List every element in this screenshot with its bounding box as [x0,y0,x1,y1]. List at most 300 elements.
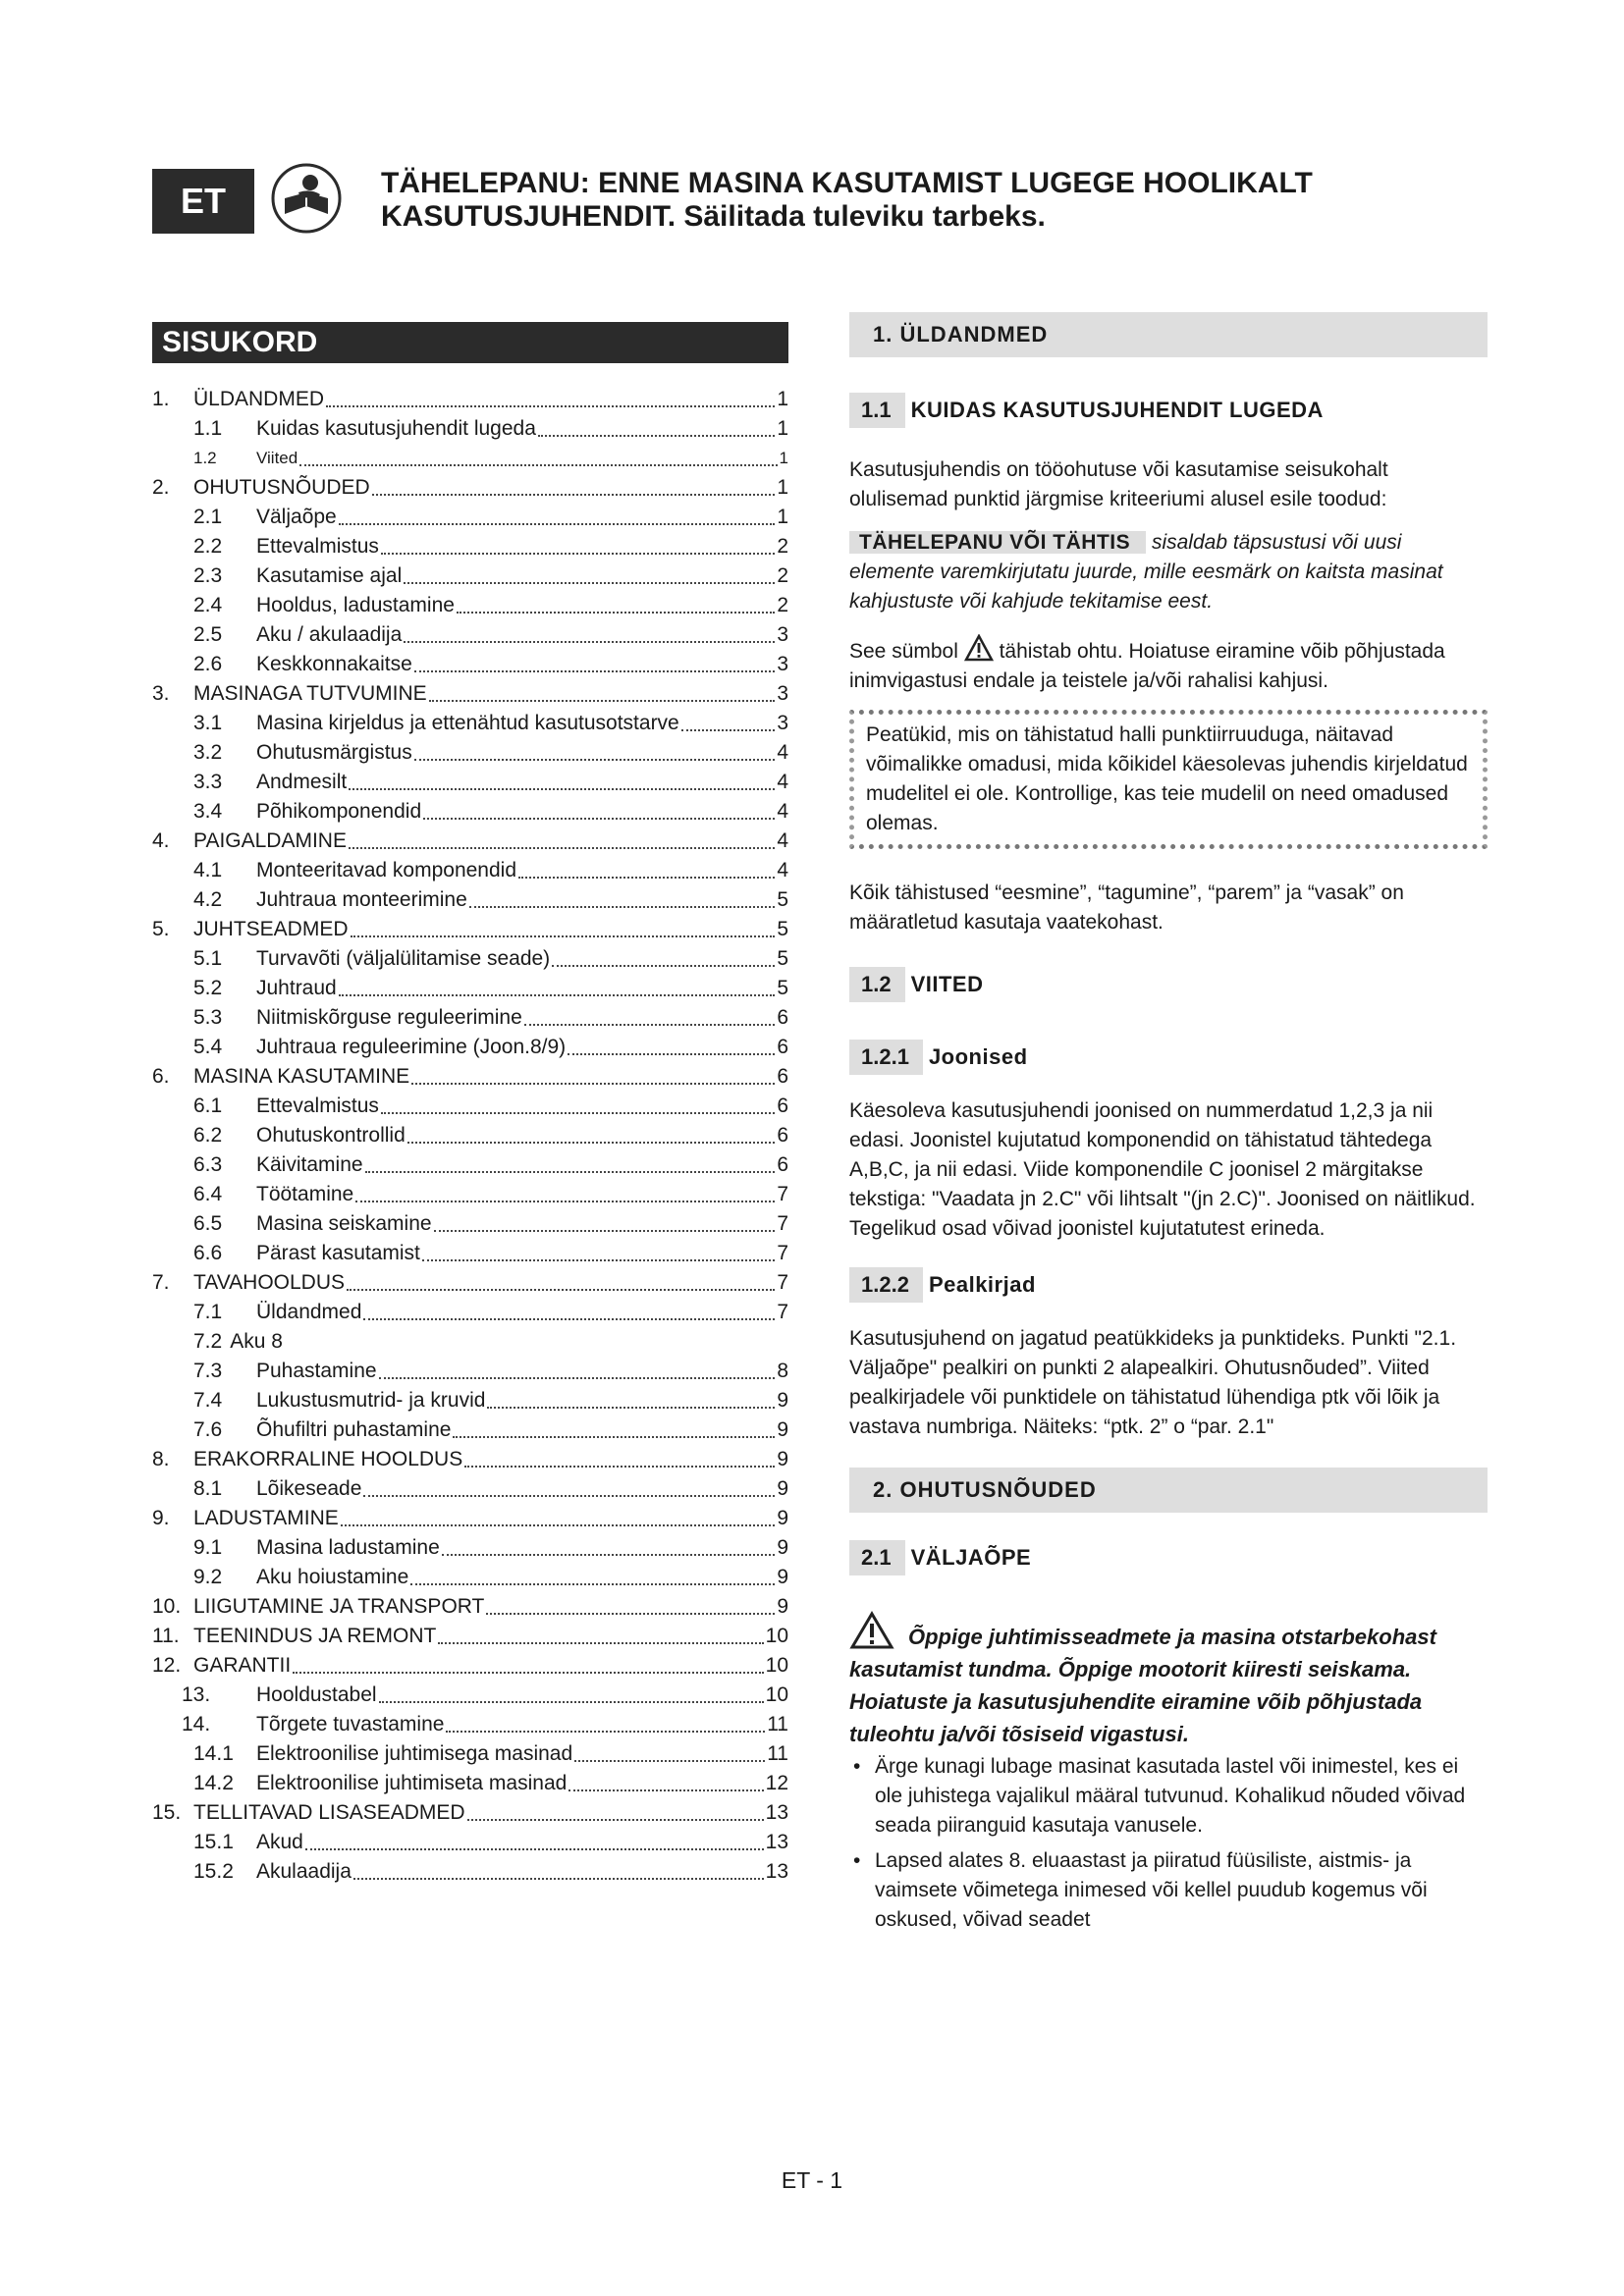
toc-leader-dots [446,1731,765,1733]
toc-leader-dots [404,582,775,584]
toc-item-title: TEENINDUS JA REMONT [193,1625,437,1647]
toc-leader-dots [410,1583,775,1585]
toc-leader-dots [414,670,776,672]
toc-item-title: Juhtraua reguleerimine (Joon.8/9) [256,1036,567,1058]
toc-item-title: TELLITAVAD LISASEADMED [193,1801,465,1824]
toc-item [152,1651,788,1681]
toc-leader-dots [469,906,776,908]
toc-item-title: Kuidas kasutusjuhendit lugeda [256,417,536,440]
toc-leader-dots [681,729,776,731]
content-column [849,312,1488,1935]
toc-item [152,1121,788,1150]
notice-text-1: sisaldab täpsustusi või [1146,531,1359,554]
toc-item-title: Ettevalmistus [256,535,379,558]
toc-item-title: ERAKORRALINE HOOLDUS [193,1448,463,1470]
notice-paragraph [849,528,1488,616]
toc-leader-dots [353,1878,764,1880]
toc-item [152,709,788,738]
toc-item-page: 2 [777,564,788,587]
toc-item-title: Andmesilt [256,771,348,793]
toc-leader-dots [568,1053,775,1055]
toc-item-page: 3 [777,682,788,705]
symbol-text-post: tähistab ohtu. Hoiatuse eiramine võib põhjustada inimvigastusi endale ja teistele ja/või rahalisi kahjusi. [849,640,1445,692]
toc-leader-dots [574,1760,765,1762]
toc-item-title: Keskkonnakaitse [256,653,412,675]
toc-item-page: 12 [765,1772,788,1794]
notice-text-2: uusi elemente varemkirjutatu juurde, mille eesmärk on kaitsta masinat kahjustuste või kahjude tekitamise eest. [849,531,1443,613]
toc-item-number: 12. [152,1654,182,1677]
toc-leader-dots [429,700,776,702]
toc-item-number: 1. [152,388,170,410]
toc-leader-dots [351,935,776,937]
toc-leader-dots [365,1171,776,1173]
toc-item-page: 6 [777,1006,788,1029]
paragraph: Kasutusjuhend on jagatud peatükkideks ja punktideks. Punkti "2.1. Väljaõpe" pealkiri on punkti 2 alapealkiri. Ohutusnõuded”. Viited pealkirjadele või punktidele on tähistatud lühendiga ptk või lõik ja vastava numbriga. Näiteks: “ptk. 2” o “par. 2.1" [849,1327,1457,1438]
toc-item [152,1386,788,1415]
toc-item-title: Elektroonilise juhtimisega masinad [256,1742,573,1765]
toc-item [152,503,788,532]
toc-leader-dots [457,612,775,614]
toc-item [152,532,788,561]
toc-item-page: 2 [777,535,788,558]
toc-item-title: Monteeritavad komponendid [256,859,517,881]
section-title: ÜLDANDMED [899,322,1049,347]
toc-item-page: 1 [779,449,788,467]
toc-item [152,1563,788,1592]
toc-leader-dots [404,641,775,643]
toc-item [152,1857,788,1887]
toc-item-title: Ohutuskontrollid [256,1124,406,1147]
toc-item [152,1474,788,1504]
paragraph: Kasutusjuhendis on tööohutuse või kasutamise seisukohalt olulisemad punktid järgmise kriteeriumi alusel esile toodud: [849,458,1388,510]
toc-leader-dots [422,1259,775,1261]
toc-item [152,444,788,473]
toc-item [152,1003,788,1033]
toc-leader-dots [305,1848,764,1850]
toc-item-title: TAVAHOOLDUS [193,1271,346,1294]
toc-leader-dots [381,553,775,555]
toc-item-page: 10 [765,1625,788,1647]
toc-item-page: 13 [765,1831,788,1853]
toc-leader-dots [347,1289,775,1291]
toc-leader-dots [349,847,775,849]
subsection-number: 1.2.1 [849,1040,923,1075]
toc-item-number: 7. [152,1271,170,1294]
toc-leader-dots [487,1407,775,1409]
toc-item-title: Käivitamine [256,1153,363,1176]
toc-item [152,944,788,974]
toc-item-page: 4 [777,829,788,852]
toc-item-number: 14.1 [193,1742,234,1765]
toc-item-page: 9 [777,1507,788,1529]
toc-item-number: 6.6 [193,1242,223,1264]
toc-item-title: JUHTSEADMED [193,918,349,940]
toc-leader-dots [538,435,775,437]
toc-item-number: 1.2 [193,449,217,467]
toc-item-page: 11 [767,1713,788,1735]
toc-item-number: 6. [152,1065,170,1088]
toc-item-number: 1.1 [193,417,223,440]
toc-item-number: 9. [152,1507,170,1529]
toc-item-page: 7 [777,1271,788,1294]
toc-item-number: 4.2 [193,888,223,911]
toc-item-number: 3. [152,682,170,705]
toc-item-page: 6 [777,1153,788,1176]
toc-item-page: 5 [777,888,788,911]
toc-item-number: 2.6 [193,653,223,675]
toc-item-number: 15. [152,1801,182,1824]
toc-item-page: 1 [777,506,788,528]
toc-item-number: 6.3 [193,1153,223,1176]
toc-item-page: 6 [777,1065,788,1088]
toc-leader-dots [355,1201,775,1202]
toc-item-title: ÜLDANDMED [193,388,325,410]
subsection-number: 1.2 [849,967,905,1002]
toc-item [152,885,788,915]
toc-item-page: 4 [777,800,788,823]
subsection-number: 1.2.2 [849,1267,923,1303]
header-title-line1: TÄHELEPANU: ENNE MASINA KASUTAMIST LUGEGE HOOLIKALT [381,167,1313,199]
toc-item-number: 15.2 [193,1860,234,1883]
toc-item-title: LIIGUTAMINE JA TRANSPORT [193,1595,485,1618]
toc-item-title: Elektroonilise juhtimiseta masinad [256,1772,568,1794]
toc-item-page: 9 [777,1448,788,1470]
toc-item-number: 7.4 [193,1389,223,1412]
subsection-title: VIITED [910,972,984,996]
toc-leader-dots [453,1436,775,1438]
toc-item-title: PAIGALDAMINE [193,829,347,852]
toc-item [152,1268,788,1298]
language-badge: ET [152,169,254,234]
subsection-heading-1-2-1 [849,1040,1488,1075]
section-heading-2 [849,1468,1488,1513]
toc-item [152,1681,788,1710]
toc-item-title: Niitmiskõrguse reguleerimine [256,1006,522,1029]
toc-item-page: 1 [777,476,788,499]
toc-item-page: 8 [777,1360,788,1382]
toc-item-page: 9 [777,1477,788,1500]
toc-leader-dots [293,1672,763,1674]
toc-item-page: 3 [777,712,788,734]
warning-text: Õppige juhtimisseadmete ja masina otstarbekohast kasutamist tundma. Õppige mootorit kiiresti seiskama. Hoiatuste ja kasutusjuhendite eiramine võib põhjustada tuleohtu ja/või tõsiseid vigastusi. [849,1625,1436,1746]
toc-leader-dots [524,1024,776,1026]
toc-item-number: 2. [152,476,170,499]
toc-item-page: 5 [777,918,788,940]
bullet-list [849,1752,1488,1935]
toc-heading: SISUKORD [152,322,788,363]
page-header-title [381,167,1461,234]
section-heading-1 [849,312,1488,357]
toc-item [152,1092,788,1121]
toc-leader-dots [363,1318,775,1320]
toc-item-title: Viited [256,449,298,467]
toc-item-page: 11 [767,1742,788,1765]
toc-item-page: 9 [777,1595,788,1618]
toc-item-title: Juhtraud [256,977,337,999]
toc-item-page: 10 [765,1654,788,1677]
toc-item [152,561,788,591]
toc-item-title: GARANTII [193,1654,292,1677]
symbol-paragraph [849,634,1488,696]
toc-item [152,1298,788,1327]
toc-item [152,856,788,885]
toc-item [152,679,788,709]
toc-item-page: 13 [765,1801,788,1824]
toc-leader-dots [467,1819,764,1821]
subsection-title: KUIDAS KASUTUSJUHENDIT LUGEDA [910,398,1324,422]
toc-leader-dots [299,464,777,466]
toc-item-title: Lõikeseade [256,1477,362,1500]
subsection-number: 1.1 [849,393,905,428]
toc-item-number: 3.1 [193,712,223,734]
toc-leader-dots [442,1554,776,1556]
toc-item-number: 2.3 [193,564,223,587]
toc-item-number: 5.1 [193,947,223,970]
toc-item [152,1622,788,1651]
toc-item-title: Masina seiskamine [256,1212,432,1235]
toc-leader-dots [423,818,775,820]
toc-item-title: Masina ladustamine [256,1536,440,1559]
notice-tag: TÄHELEPANU VÕI TÄHTIS [849,531,1146,554]
toc-leader-dots [379,1701,764,1703]
subsection-title: Joonised [928,1044,1028,1069]
toc-item-title: Ohutusmärgistus [256,741,412,764]
toc-item-page: 6 [777,1124,788,1147]
dotted-optional-box: Peatükid, mis on tähistatud halli punktiirruuduga, näitavad võimalikke omadusi, mida kõikidel käesolevas juhendis kirjeldatud mudelitel ei ole. Kontrollige, kas teie mudelil on need omadused olemas. [849,710,1488,849]
toc-item-number: 5. [152,918,170,940]
toc-item-number: 13. [182,1683,211,1706]
toc-item-page: 6 [777,1095,788,1117]
toc-leader-dots [411,1083,775,1085]
toc-item-title: OHUTUSNÕUDED [193,476,370,499]
toc-item-page: 4 [777,771,788,793]
toc-item-title: Põhikomponendid [256,800,422,823]
toc-item-number: 4. [152,829,170,852]
toc-item-page: 5 [777,947,788,970]
toc-item [152,1062,788,1092]
toc-leader-dots [552,965,775,967]
toc-item-number: 11. [152,1625,180,1647]
toc-item-title: Hooldus, ladustamine [256,594,455,616]
toc-item [152,1798,788,1828]
toc-item-number: 6.2 [193,1124,223,1147]
toc-item-number: 7.3 [193,1360,223,1382]
toc-leader-dots [363,1495,775,1497]
toc-item [152,1592,788,1622]
section-title: OHUTUSNÕUDED [899,1477,1097,1502]
toc-item-number: 14.2 [193,1772,234,1794]
toc-item [152,591,788,620]
toc-item-number: 2.4 [193,594,223,616]
toc-item-page: 6 [777,1036,788,1058]
toc-item-title: Pärast kasutamist [256,1242,420,1264]
toc-item-page: 7 [777,1212,788,1235]
toc-item-title: Aku / akulaadija [256,623,403,646]
toc-item-number: 6.5 [193,1212,223,1235]
toc-item-title: Turvavõti (väljalülitamise seade) [256,947,551,970]
toc-item-page: 7 [777,1242,788,1264]
toc-item [152,414,788,444]
toc-item [152,738,788,768]
symbol-text-pre: See sümbol [849,640,964,663]
toc-item [152,385,788,414]
toc-leader-dots [379,1377,776,1379]
toc-item-page: 3 [777,653,788,675]
toc-item-number: 7.2 [193,1330,223,1353]
toc-leader-dots [518,877,775,879]
toc-item-number: 7.6 [193,1418,223,1441]
toc-item-page: 1 [777,417,788,440]
toc-item [152,1445,788,1474]
page-number: ET - 1 [781,2167,843,2193]
toc-item-title: Puhastamine [256,1360,377,1382]
toc-item-page: 10 [765,1683,788,1706]
toc-item [152,915,788,944]
toc-item-title: Lukustusmutrid- ja kruvid [256,1389,486,1412]
toc-item-number: 8. [152,1448,170,1470]
toc-item [152,797,788,827]
toc-item-title: LADUSTAMINE [193,1507,339,1529]
toc-item [152,620,788,650]
table-of-contents [152,385,788,1887]
toc-leader-dots [414,759,776,761]
toc-leader-dots [339,523,776,525]
subsection-heading-1-2 [849,967,1488,1002]
toc-item [152,1239,788,1268]
toc-item-number: 7.1 [193,1301,223,1323]
toc-item-page: 4 [777,859,788,881]
subsection-title: Pealkirjad [928,1272,1036,1297]
toc-item-title: Töötamine [256,1183,354,1205]
toc-item-number: 14. [182,1713,211,1735]
toc-item-number: 2.5 [193,623,223,646]
toc-item [152,1327,788,1357]
toc-leader-dots [372,494,776,496]
toc-item-page: 9 [777,1418,788,1441]
toc-leader-dots [464,1466,775,1468]
toc-item-number: 10. [152,1595,182,1618]
toc-item-title: Juhtraua monteerimine [256,888,467,911]
toc-leader-dots [486,1613,775,1615]
toc-item-page: 7 [777,1301,788,1323]
toc-leader-dots [407,1142,776,1144]
toc-item [152,1769,788,1798]
toc-item-number: 2.1 [193,506,223,528]
toc-leader-dots [339,994,776,996]
toc-item-number: 3.2 [193,741,223,764]
subsection-title: VÄLJAÕPE [910,1545,1032,1570]
toc-item-number: 5.4 [193,1036,223,1058]
subsection-heading-2-1 [849,1540,1488,1575]
toc-item-number: 3.3 [193,771,223,793]
toc-item-title: Üldandmed [256,1301,362,1323]
toc-item-page: 2 [777,594,788,616]
list-item: • Ärge kunagi lubage masinat kasutada lastel või inimestel, kes ei ole juhistega vajalikul määral tutvunud. Kohalikud nõuded võivad seada piiranguid kasutaja vanusele. [849,1752,1488,1841]
toc-item-number: 3.4 [193,800,223,823]
read-manual-icon [271,163,342,234]
toc-item-page: 13 [765,1860,788,1883]
toc-item-page: 3 [777,623,788,646]
warning-triangle-icon [964,634,994,662]
toc-item-number: 6.1 [193,1095,223,1117]
toc-item-page: 9 [777,1536,788,1559]
toc-item [152,1739,788,1769]
toc-item-title: Kasutamise ajal [256,564,403,587]
toc-item [152,1150,788,1180]
section-number: 2. [873,1477,893,1502]
toc-item-number: 15.1 [193,1831,234,1853]
paragraph: Käesoleva kasutusjuhendi joonised on nummerdatud 1,2,3 ja nii edasi. Joonistel kujutatud komponendid on tähistatud tähtedega A,B,C, ja nii edasi. Viide komponendile C joonisel 2 märgitakse tekstiga: "Vaadata jn 2.C" või lihtsalt "(jn 2.C)". Joonised on näitlikud. Tegelikud osad võivad joonistel kujutatutest erineda. [849,1099,1476,1240]
toc-item-title: MASINA KASUTAMINE [193,1065,410,1088]
toc-item [152,1710,788,1739]
header-title-line2: KASUTUSJUHENDIT. Säilitada tuleviku tarbeks. [381,200,1046,233]
toc-item [152,1357,788,1386]
toc-item-page: 5 [777,977,788,999]
toc-item [152,473,788,503]
toc-leader-dots [326,405,775,407]
toc-item-number: 6.4 [193,1183,223,1205]
subsection-heading-1-2-2 [849,1267,1488,1303]
paragraph: Kõik tähistused “eesmine”, “tagumine”, “parem” ja “vasak” on määratletud kasutaja vaatekohast. [849,881,1404,934]
toc-item-page: 7 [777,1183,788,1205]
warning-triangle-icon [849,1611,894,1650]
toc-leader-dots [568,1789,763,1791]
toc-item-number: 5.2 [193,977,223,999]
toc-item-page: 1 [777,388,788,410]
toc-item [152,974,788,1003]
toc-item [152,1415,788,1445]
toc-item [152,650,788,679]
toc-item-title: Akulaadija [256,1860,352,1883]
toc-item-number: 2.2 [193,535,223,558]
toc-item [152,768,788,797]
toc-leader-dots [434,1230,776,1232]
toc-item [152,827,788,856]
toc-item-number: 8.1 [193,1477,223,1500]
warning-paragraph [849,1611,1488,1750]
toc-item-title: Aku 8 [230,1330,283,1353]
toc-item-page: 4 [777,741,788,764]
toc-item [152,1504,788,1533]
toc-item-number: 9.2 [193,1566,223,1588]
subsection-number: 2.1 [849,1540,905,1575]
toc-item-title: Aku hoiustamine [256,1566,409,1588]
toc-item-page: 9 [777,1566,788,1588]
toc-item-title: Õhufiltri puhastamine [256,1418,452,1441]
subsection-heading-1-1 [849,393,1488,428]
toc-item [152,1033,788,1062]
toc-item-title: Akud [256,1831,303,1853]
toc-item-title: Ettevalmistus [256,1095,379,1117]
toc-item-title: Hooldustabel [256,1683,377,1706]
toc-leader-dots [438,1642,763,1644]
toc-leader-dots [349,788,775,790]
toc-item [152,1533,788,1563]
toc-leader-dots [341,1524,776,1526]
toc-item [152,1180,788,1209]
toc-item-number: 5.3 [193,1006,223,1029]
toc-item-number: 9.1 [193,1536,223,1559]
list-item: • Lapsed alates 8. eluaastast ja piiratud füüsiliste, aistmis- ja vaimsete võimetega inimesed või kellel puudub kogemus või oskused, võivad seadet [849,1846,1488,1935]
toc-item [152,1828,788,1857]
section-number: 1. [873,322,893,347]
toc-item-number: 4.1 [193,859,223,881]
toc-item-title: Tõrgete tuvastamine [256,1713,445,1735]
toc-item-title: Masina kirjeldus ja ettenähtud kasutusotstarve [256,712,679,734]
toc-item [152,1209,788,1239]
toc-item-title: MASINAGA TUTVUMINE [193,682,427,705]
toc-item-title: Väljaõpe [256,506,337,528]
